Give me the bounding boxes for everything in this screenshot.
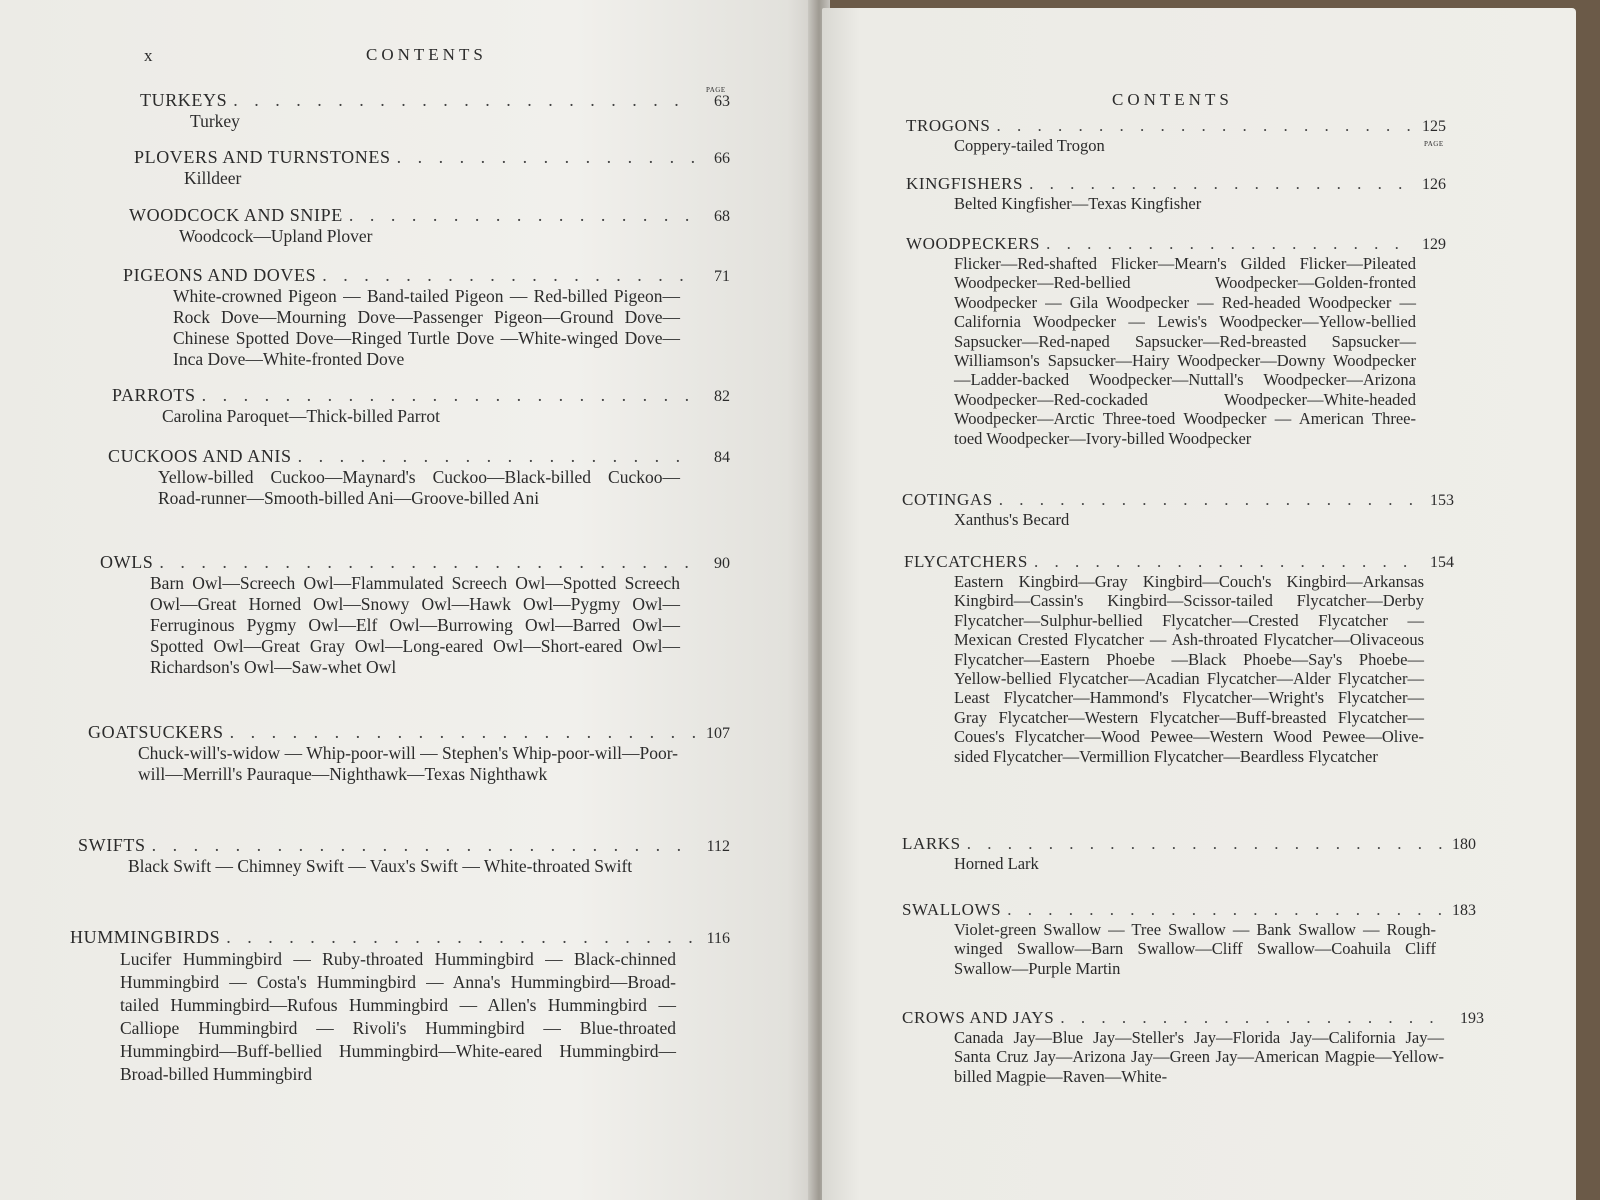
page-number: 63 — [714, 93, 730, 110]
toc-entry-swifts — [78, 835, 730, 877]
toc-entry-cotingas — [902, 490, 1454, 529]
leader-dots — [397, 147, 696, 168]
leader-dots — [997, 116, 1413, 136]
category-heading: FLYCATCHERS — [904, 552, 1028, 571]
category-heading: PLOVERS AND TURNSTONES — [134, 147, 391, 167]
species-list: Barn Owl—Screech Owl—Flammulated Screech Owl—Spotted Screech Owl—Great Horned Owl—Snowy Owl—Hawk Owl—Pygmy Owl—Ferruginous Pygmy Owl—Elf Owl—Burrowing Owl—Barred Owl—Spotted Owl—Great Gray Owl—Long-eared Owl—Short-eared Owl—Richardson's Owl—Saw-whet Owl — [150, 573, 680, 677]
page-number: 71 — [714, 268, 730, 285]
leader-dots — [298, 446, 696, 467]
species-list: Lucifer Hummingbird — Ruby-throated Hummingbird — Black-chinned Hummingbird — Costa's Hummingbird — Anna's Hummingbird—Broad-tailed Hummingbird—Rufous Hummingbird — Allen's Hummingbird — Calliope Hummingbird — Rivoli's Hummingbird — Blue-throated Hummingbird—Buff-bellied Hummingbird—White-eared Hummingbird—Broad-billed Hummingbird — [120, 949, 676, 1084]
leader-dots — [349, 205, 696, 226]
page-number: 154 — [1430, 554, 1454, 571]
category-heading: TURKEYS — [140, 90, 228, 110]
species-list: Turkey — [190, 111, 240, 131]
page-number: 116 — [706, 930, 730, 947]
category-heading: GOATSUCKERS — [88, 722, 224, 742]
toc-entry-owls — [100, 552, 730, 678]
toc-entry-woodcock — [129, 205, 730, 247]
category-heading: WOODCOCK AND SNIPE — [129, 205, 343, 225]
page-number: 129 — [1422, 236, 1446, 253]
page-number: 90 — [714, 555, 730, 572]
leader-dots — [202, 385, 696, 406]
page-column-label: PAGE — [706, 86, 726, 94]
toc-entry-goatsuckers — [88, 722, 730, 785]
toc-entry-cuckoos — [108, 446, 730, 509]
page-number: 107 — [706, 725, 730, 742]
category-heading: PARROTS — [112, 385, 196, 405]
toc-entry-turkeys — [140, 90, 730, 132]
toc-entry-woodpeckers — [906, 234, 1446, 448]
right-page — [822, 8, 1576, 1200]
toc-entry-flycatchers — [904, 552, 1454, 766]
category-heading: HUMMINGBIRDS — [70, 927, 221, 947]
species-list: Chuck-will's-widow — Whip-poor-will — Stephen's Whip-poor-will—Poor-will—Merrill's Pauraque—Nighthawk—Texas Nighthawk — [138, 743, 678, 784]
running-head: CONTENTS — [1112, 90, 1233, 109]
page-number: 68 — [714, 208, 730, 225]
toc-entry-plovers — [134, 147, 730, 189]
leader-dots — [967, 834, 1442, 854]
category-heading: SWALLOWS — [902, 900, 1002, 919]
category-heading: KINGFISHERS — [906, 174, 1024, 193]
page-number: 112 — [706, 838, 730, 855]
species-list: Black Swift — Chimney Swift — Vaux's Swift — White-throated Swift — [128, 856, 633, 876]
leader-dots — [159, 552, 696, 573]
page-number: 180 — [1452, 836, 1476, 853]
page-number: 183 — [1452, 902, 1476, 919]
category-heading: COTINGAS — [902, 490, 993, 509]
toc-entry-larks — [902, 834, 1476, 873]
leader-dots — [1034, 552, 1420, 572]
species-list: Violet-green Swallow — Tree Swallow — Bank Swallow — Rough-winged Swallow—Barn Swallow—Cliff Swallow—Coahuila Cliff Swallow—Purple Martin — [954, 920, 1436, 978]
species-list: Canada Jay—Blue Jay—Steller's Jay—Florida Jay—California Jay—Santa Cruz Jay—Arizona Jay—Green Jay—American Magpie—Yellow-billed Magpie—Raven—White- — [954, 1028, 1444, 1086]
leader-dots — [230, 722, 696, 743]
species-list: Flicker—Red-shafted Flicker—Mearn's Gilded Flicker—Pileated Woodpecker—Red-bellied Woodpecker—Golden-fronted Woodpecker — Gila Woodpecker — Red-headed Woodpecker — California Woodpecker — Lewis's Woodpecker—Yellow-bellied Sapsucker—Red-naped Sapsucker—Red-breasted Sapsucker—Williamson's Sapsucker—Hairy Woodpecker—Downy Woodpecker—Ladder-backed Woodpecker—Nuttall's Woodpecker—Arizona Woodpecker—Red-cockaded Woodpecker—White-headed Woodpecker—Arctic Three-toed Woodpecker — American Three-toed Woodpecker—Ivory-billed Woodpecker — [954, 254, 1416, 448]
leader-dots — [152, 835, 696, 856]
category-heading: CUCKOOS AND ANIS — [108, 446, 292, 466]
page-number: 153 — [1430, 492, 1454, 509]
leader-dots — [1029, 174, 1412, 194]
page-number: 193 — [1460, 1010, 1484, 1027]
toc-entry-kingfishers — [906, 174, 1446, 213]
species-list: Killdeer — [184, 168, 242, 188]
toc-entry-pigeons — [123, 265, 730, 370]
running-head: CONTENTS — [366, 45, 487, 64]
leader-dots — [233, 90, 696, 111]
leader-dots — [999, 490, 1420, 510]
category-heading: LARKS — [902, 834, 961, 853]
species-list: Coppery-tailed Trogon — [954, 136, 1105, 155]
category-heading: TROGONS — [906, 116, 991, 135]
category-heading: WOODPECKERS — [906, 234, 1041, 253]
page-number: 125 — [1422, 118, 1446, 135]
leader-dots — [1060, 1008, 1450, 1028]
toc-entry-swallows — [902, 900, 1476, 978]
species-list: Carolina Paroquet—Thick-billed Parrot — [162, 406, 440, 426]
toc-entry-crows-and-jays — [902, 1008, 1484, 1086]
species-list: Horned Lark — [954, 854, 1039, 873]
species-list: Eastern Kingbird—Gray Kingbird—Couch's Kingbird—Arkansas Kingbird—Cassin's Kingbird—Scissor-tailed Flycatcher—Derby Flycatcher—Sulphur-bellied Flycatcher—Crested Flycatcher — Mexican Crested Flycatcher — Ash-throated Flycatcher—Olivaceous Flycatcher—Eastern Phoebe —Black Phoebe—Say's Phoebe—Yellow-bellied Flycatcher—Acadian Flycatcher—Alder Flycatcher—Least Flycatcher—Hammond's Flycatcher—Wright's Flycatcher—Gray Flycatcher—Western Flycatcher—Buff-breasted Flycatcher—Coues's Flycatcher—Wood Pewee—Western Wood Pewee—Olive-sided Flycatcher—Vermillion Flycatcher—Beardless Flycatcher — [954, 572, 1424, 766]
toc-entry-hummingbirds — [70, 927, 730, 1086]
category-heading: OWLS — [100, 552, 154, 572]
toc-entry-trogons — [906, 116, 1446, 155]
leader-dots — [1007, 900, 1442, 920]
page-column-label: PAGE — [1424, 140, 1444, 148]
page-number: 82 — [714, 388, 730, 405]
leader-dots — [1046, 234, 1412, 254]
category-heading: PIGEONS AND DOVES — [123, 265, 317, 285]
species-list: Belted Kingfisher—Texas Kingfisher — [954, 194, 1202, 213]
leader-dots — [322, 265, 696, 286]
species-list: Xanthus's Becard — [954, 510, 1070, 529]
species-list: Woodcock—Upland Plover — [179, 226, 373, 246]
category-heading: CROWS AND JAYS — [902, 1008, 1055, 1027]
page-number: 66 — [714, 150, 730, 167]
species-list: White-crowned Pigeon — Band-tailed Pigeon — Red-billed Pigeon—Rock Dove—Mourning Dove—Passenger Pigeon—Ground Dove—Chinese Spotted Dove—Ringed Turtle Dove —White-winged Dove—Inca Dove—White-fronted Dove — [173, 286, 680, 369]
page-number: 126 — [1422, 176, 1446, 193]
category-heading: SWIFTS — [78, 835, 146, 855]
species-list: Yellow-billed Cuckoo—Maynard's Cuckoo—Black-billed Cuckoo—Road-runner—Smooth-billed Ani—Groove-billed Ani — [158, 467, 680, 508]
leader-dots — [226, 927, 696, 948]
page-number: 84 — [714, 449, 730, 466]
page-folio: x — [144, 46, 154, 65]
toc-entry-parrots — [112, 385, 730, 427]
